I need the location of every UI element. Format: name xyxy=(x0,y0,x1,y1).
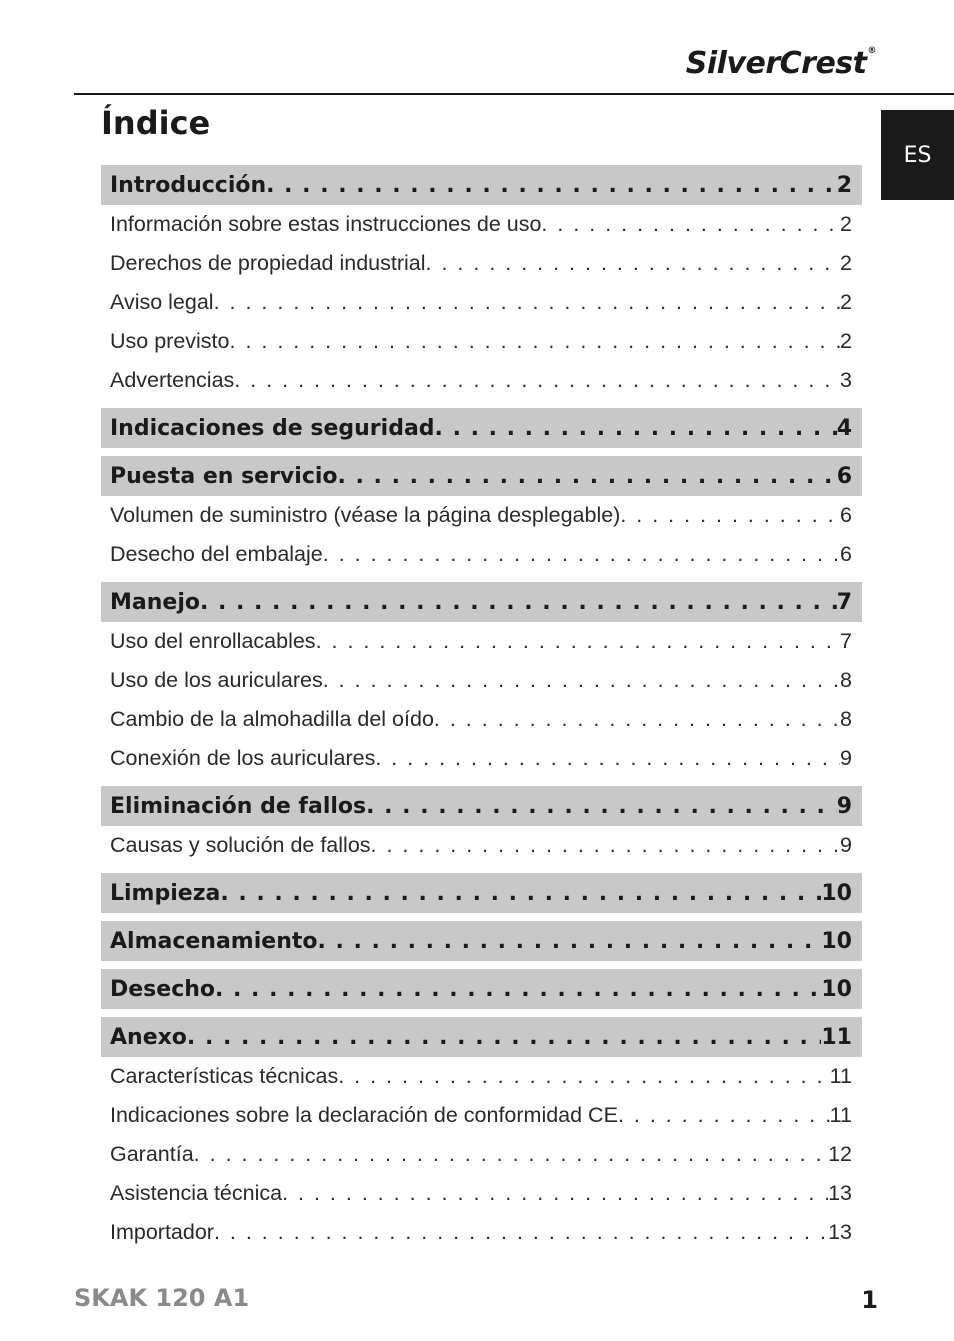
toc-leader-dots xyxy=(375,746,840,771)
toc-leader-dots xyxy=(316,629,840,654)
toc-entry-page: 8 xyxy=(840,668,852,692)
toc-entry[interactable] xyxy=(101,739,862,778)
toc-entry-label: Anexo xyxy=(110,1024,187,1050)
toc-entry-page: 11 xyxy=(821,1024,852,1050)
toc-leader-dots xyxy=(338,1064,829,1089)
toc-entry-label: Desecho xyxy=(110,976,216,1002)
toc-leader-dots xyxy=(318,929,822,954)
toc-entry-page: 9 xyxy=(840,833,852,857)
toc-entry-label: Garantía xyxy=(110,1142,194,1166)
toc-leader-dots xyxy=(323,668,840,693)
toc-entry-page: 13 xyxy=(828,1220,852,1244)
toc-entry-page: 2 xyxy=(836,172,852,198)
toc-entry-page: 10 xyxy=(821,880,852,906)
toc-entry[interactable] xyxy=(101,205,862,244)
toc-leader-dots xyxy=(215,977,821,1002)
toc-entry-label: Desecho del embalaje xyxy=(110,542,323,566)
toc-section-entry[interactable] xyxy=(101,786,862,826)
toc-entry-page: 6 xyxy=(840,503,852,527)
toc-entry-label: Limpieza xyxy=(110,880,221,906)
toc-entry-label: Introducción xyxy=(110,172,267,198)
toc-leader-dots xyxy=(230,329,841,354)
toc-entry-label: Eliminación de fallos xyxy=(110,793,367,819)
toc-entry[interactable] xyxy=(101,322,862,361)
page-title: Índice xyxy=(101,104,211,142)
registered-mark: ® xyxy=(867,46,876,56)
toc-entry[interactable] xyxy=(101,283,862,322)
toc-section-entry[interactable] xyxy=(101,582,862,622)
toc-section-entry[interactable] xyxy=(101,921,862,961)
toc-entry-label: Indicaciones sobre la declaración de conformidad CE xyxy=(110,1103,618,1127)
toc-entry-page: 7 xyxy=(836,589,852,615)
toc-entry-label: Conexión de los auriculares xyxy=(110,746,376,770)
toc-entry-label: Almacenamiento xyxy=(110,928,318,954)
toc-entry-page: 8 xyxy=(840,707,852,731)
toc-entry[interactable] xyxy=(101,622,862,661)
toc-entry[interactable] xyxy=(101,1057,862,1096)
toc-leader-dots xyxy=(323,542,840,567)
toc-entry-label: Advertencias xyxy=(110,368,235,392)
toc-entry-page: 3 xyxy=(840,368,852,392)
toc-leader-dots xyxy=(282,1181,828,1206)
brand-name: SilverCrest xyxy=(685,46,867,81)
toc-entry-label: Cambio de la almohadilla del oído xyxy=(110,707,434,731)
toc-entry-label: Asistencia técnica xyxy=(110,1181,283,1205)
toc-entry-page: 9 xyxy=(840,746,852,770)
toc-entry[interactable] xyxy=(101,1174,862,1213)
toc-section-entry[interactable] xyxy=(101,456,862,496)
toc-entry-page: 6 xyxy=(840,542,852,566)
toc-leader-dots xyxy=(338,464,837,489)
header-rule xyxy=(74,93,954,95)
toc-entry-label: Causas y solución de fallos xyxy=(110,833,371,857)
toc-entry-label: Importador xyxy=(110,1220,214,1244)
toc-entry[interactable] xyxy=(101,244,862,283)
toc-section-entry[interactable] xyxy=(101,408,862,448)
toc-section-entry[interactable] xyxy=(101,873,862,913)
toc-entry-page: 7 xyxy=(840,629,852,653)
toc-leader-dots xyxy=(214,290,840,315)
toc-entry[interactable] xyxy=(101,661,862,700)
toc-entry-label: Características técnicas xyxy=(110,1064,339,1088)
toc-entry-label: Manejo xyxy=(110,589,200,615)
toc-entry-page: 2 xyxy=(840,290,852,314)
toc-leader-dots xyxy=(187,1025,821,1050)
toc-leader-dots xyxy=(434,707,840,732)
footer-page-number: 1 xyxy=(861,1286,878,1314)
toc-entry-page: 9 xyxy=(836,793,852,819)
toc-leader-dots xyxy=(214,1220,828,1245)
toc-leader-dots xyxy=(618,1103,830,1128)
toc-entry-label: Indicaciones de seguridad xyxy=(110,415,435,441)
toc-leader-dots xyxy=(435,416,837,441)
toc-leader-dots xyxy=(234,368,840,393)
language-tab xyxy=(881,110,954,200)
toc-leader-dots xyxy=(266,173,837,198)
toc-entry-label: Aviso legal xyxy=(110,290,214,314)
toc-entry-page: 12 xyxy=(828,1142,852,1166)
toc-entry-label: Puesta en servicio xyxy=(110,463,338,489)
toc-entry[interactable] xyxy=(101,361,862,400)
toc-entry-label: Uso previsto xyxy=(110,329,230,353)
toc-leader-dots xyxy=(620,503,840,528)
toc-leader-dots xyxy=(366,794,837,819)
toc-entry[interactable] xyxy=(101,535,862,574)
toc-leader-dots xyxy=(220,881,821,906)
toc-section-entry[interactable] xyxy=(101,165,862,205)
toc-section-entry[interactable] xyxy=(101,969,862,1009)
toc-entry-label: Volumen de suministro (véase la página desplegable) xyxy=(110,503,621,527)
toc-entry-label: Uso de los auriculares xyxy=(110,668,323,692)
toc-entry-page: 2 xyxy=(840,212,852,236)
language-tab-label: ES xyxy=(903,142,932,168)
toc-entry[interactable] xyxy=(101,826,862,865)
toc-entry[interactable] xyxy=(101,1213,862,1252)
toc-entry[interactable] xyxy=(101,700,862,739)
toc-entry[interactable] xyxy=(101,1135,862,1174)
toc-entry-page: 10 xyxy=(821,928,852,954)
toc-entry[interactable] xyxy=(101,496,862,535)
toc-leader-dots xyxy=(194,1142,828,1167)
toc-entry-page: 11 xyxy=(829,1064,852,1088)
toc-entry-page: 2 xyxy=(840,251,852,275)
toc-leader-dots xyxy=(541,212,840,237)
toc-entry-label: Uso del enrollacables xyxy=(110,629,316,653)
toc-leader-dots xyxy=(371,833,841,858)
toc-leader-dots xyxy=(200,590,837,615)
toc-entry-label: Derechos de propiedad industrial xyxy=(110,251,426,275)
toc-entry-page: 4 xyxy=(836,415,852,441)
toc-entry[interactable] xyxy=(101,1096,862,1135)
table-of-contents xyxy=(101,165,862,1252)
toc-entry-page: 2 xyxy=(840,329,852,353)
toc-entry-page: 10 xyxy=(821,976,852,1002)
toc-leader-dots xyxy=(426,251,841,276)
toc-entry-page: 13 xyxy=(828,1181,852,1205)
toc-entry-label: Información sobre estas instrucciones de uso xyxy=(110,212,542,236)
brand-logo xyxy=(686,46,876,81)
toc-entry-page: 11 xyxy=(829,1103,852,1127)
toc-section-entry[interactable] xyxy=(101,1017,862,1057)
footer-model: SKAK 120 A1 xyxy=(74,1284,250,1312)
toc-entry-page: 6 xyxy=(836,463,852,489)
